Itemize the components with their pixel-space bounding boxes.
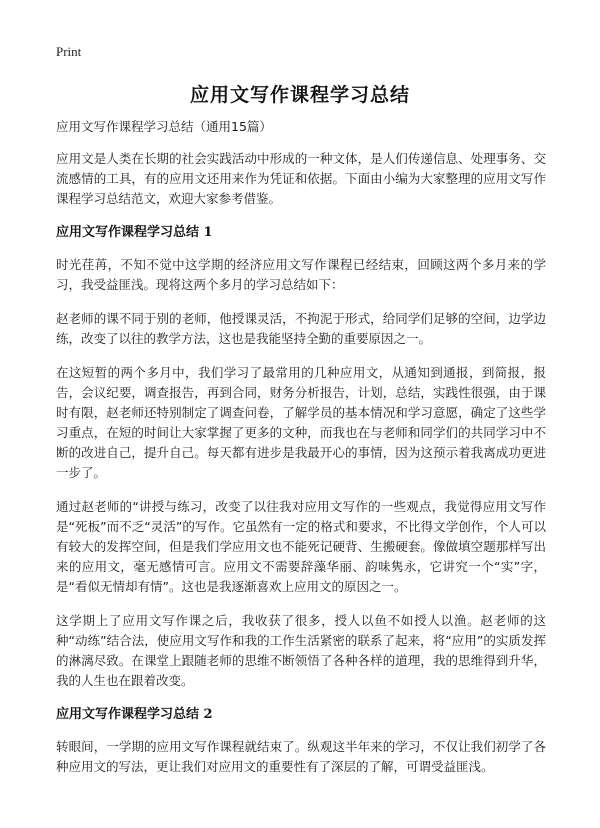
body-paragraph: 赵老师的课不同于别的老师，他授课灵活，不拘泥于形式，给同学们足够的空间，边学边练，改变了以往的教学方法，这也是我能坚持全勤的重要原因之一。 — [56, 311, 546, 346]
body-paragraph: 时光荏苒，不知不觉中这学期的经济应用文写作课程已经结束，回顾这两个多月来的学习，我受益匪浅。现将这两个多月的学习总结如下： — [56, 257, 546, 292]
document-subtitle: 应用文写作课程学习总结（通用15篇） — [56, 119, 272, 134]
body-paragraph: 转眼间，一学期的应用文写作课程就结束了。纵观这半年来的学习，不仅让我们初学了各种应用文的写法，更让我们对应用文的重要性有了深层的了解，可谓受益匪浅。 — [56, 739, 546, 774]
document-body — [56, 117, 546, 791]
section-1 — [56, 223, 546, 691]
intro-paragraph: 应用文是人类在长期的社会实践活动中形成的一种文体，是人们传递信息、处理事务、交流感情的工具，有的应用文还用来作为凭证和依据。下面由小编为大家整理的应用文写作课程学习总结范文，欢迎大家参考借鉴。 — [56, 151, 546, 206]
section-heading: 应用文写作课程学习总结 2 — [56, 707, 213, 722]
body-paragraph: 在这短暂的两个多月中，我们学习了最常用的几种应用文，从通知到通报，到简报，报告，会议纪要，调查报告，再到合同，财务分析报告，计划，总结，实践性很强，由于课时有限，赵老师还特别制定了调查问卷，了解学员的基本情况和学习意愿，确定了这些学习重点，在短的时间让大家掌握了更多的文种，而我也在与老师和同学们的共同学习中不断的改进自己，提升自己。每天都有进步是我最开心的事情，因为这预示着我离成功更进一步了。 — [56, 365, 546, 480]
section-2 — [56, 705, 546, 777]
print-label: Print — [56, 44, 82, 59]
section-heading: 应用文写作课程学习总结 1 — [56, 225, 213, 240]
body-paragraph: 通过赵老师的“讲授与练习，改变了以往我对应用文写作的一些观点，我觉得应用文写作是“死板”而不乏“灵活”的写作。它虽然有一定的格式和要求，不比得文学创作，个人可以有较大的发挥空间，但是我们学应用文也不能死记硬背、生搬硬套。像做填空题那样写出来的应用文，毫无感情可言。应用文不需要辞藻华丽、韵味隽永，它讲究一个“实”字，是“看似无情却有情”。这也是我逐渐喜欢上应用文的原因之一。 — [56, 499, 546, 594]
document-title: 应用文写作课程学习总结 — [189, 84, 410, 106]
body-paragraph: 这学期上了应用文写作课之后，我收获了很多，授人以鱼不如授人以渔。赵老师的这种“动练”结合法，使应用文写作和我的工作生活紧密的联系了起来，将“应用”的实质发挥的淋漓尽致。在课堂上跟随老师的思维不断领悟了各种各样的道理，我的思维得到升华，我的人生也在跟着改变。 — [56, 613, 546, 688]
